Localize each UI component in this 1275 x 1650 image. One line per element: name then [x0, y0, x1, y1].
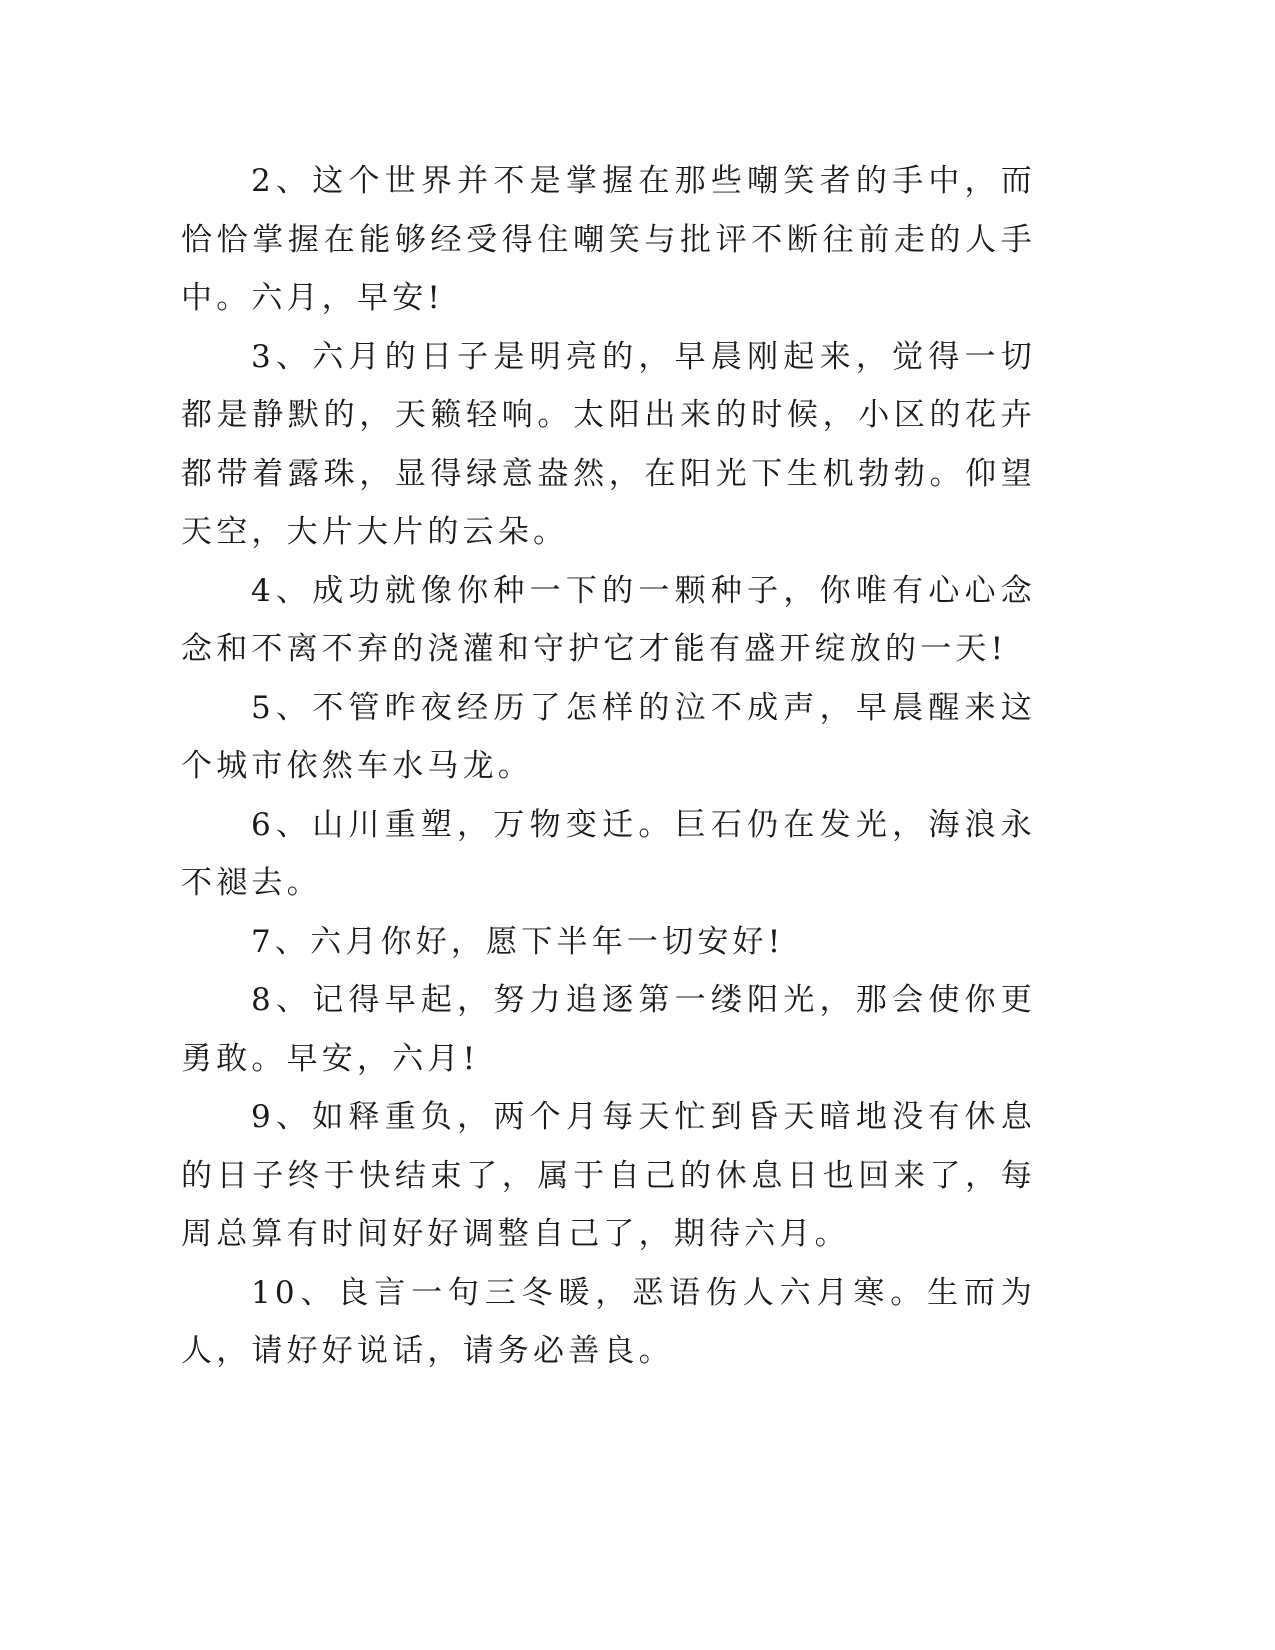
paragraph-7: 7、六月你好，愿下半年一切安好! [251, 923, 785, 960]
paragraph-6: 6、山川重塑，万物变迁。巨石仍在发光，海浪永不褪去。 [181, 806, 1036, 901]
paragraph-10: 10、良言一句三冬暖，恶语伤人六月寒。生而为人，请好好说话，请务必善良。 [181, 1274, 1036, 1369]
paragraph-9: 9、如释重负，两个月每天忙到昏天暗地没有休息的日子终于快结束了，属于自己的休息日也回来了，每周总算有时间好好调整自己了，期待六月。 [181, 1099, 1036, 1252]
paragraph-2: 2、这个世界并不是掌握在那些嘲笑者的手中，而恰恰掌握在能够经受得住嘲笑与批评不断往前走的人手中。六月，早安! [181, 163, 1036, 316]
document-body [181, 152, 1036, 1381]
paragraph-3: 3、六月的日子是明亮的，早晨刚起来，觉得一切都是静默的，天籁轻响。太阳出来的时候，小区的花卉都带着露珠，显得绿意盎然，在阳光下生机勃勃。仰望天空，大片大片的云朵。 [181, 338, 1036, 550]
paragraph-4: 4、成功就像你种一下的一颗种子，你唯有心心念念和不离不弃的浇灌和守护它才能有盛开绽放的一天! [181, 572, 1036, 667]
paragraph-8: 8、记得早起，努力追逐第一缕阳光，那会使你更勇敢。早安，六月! [181, 982, 1036, 1077]
paragraph-5: 5、不管昨夜经历了怎样的泣不成声，早晨醒来这个城市依然车水马龙。 [181, 689, 1036, 784]
